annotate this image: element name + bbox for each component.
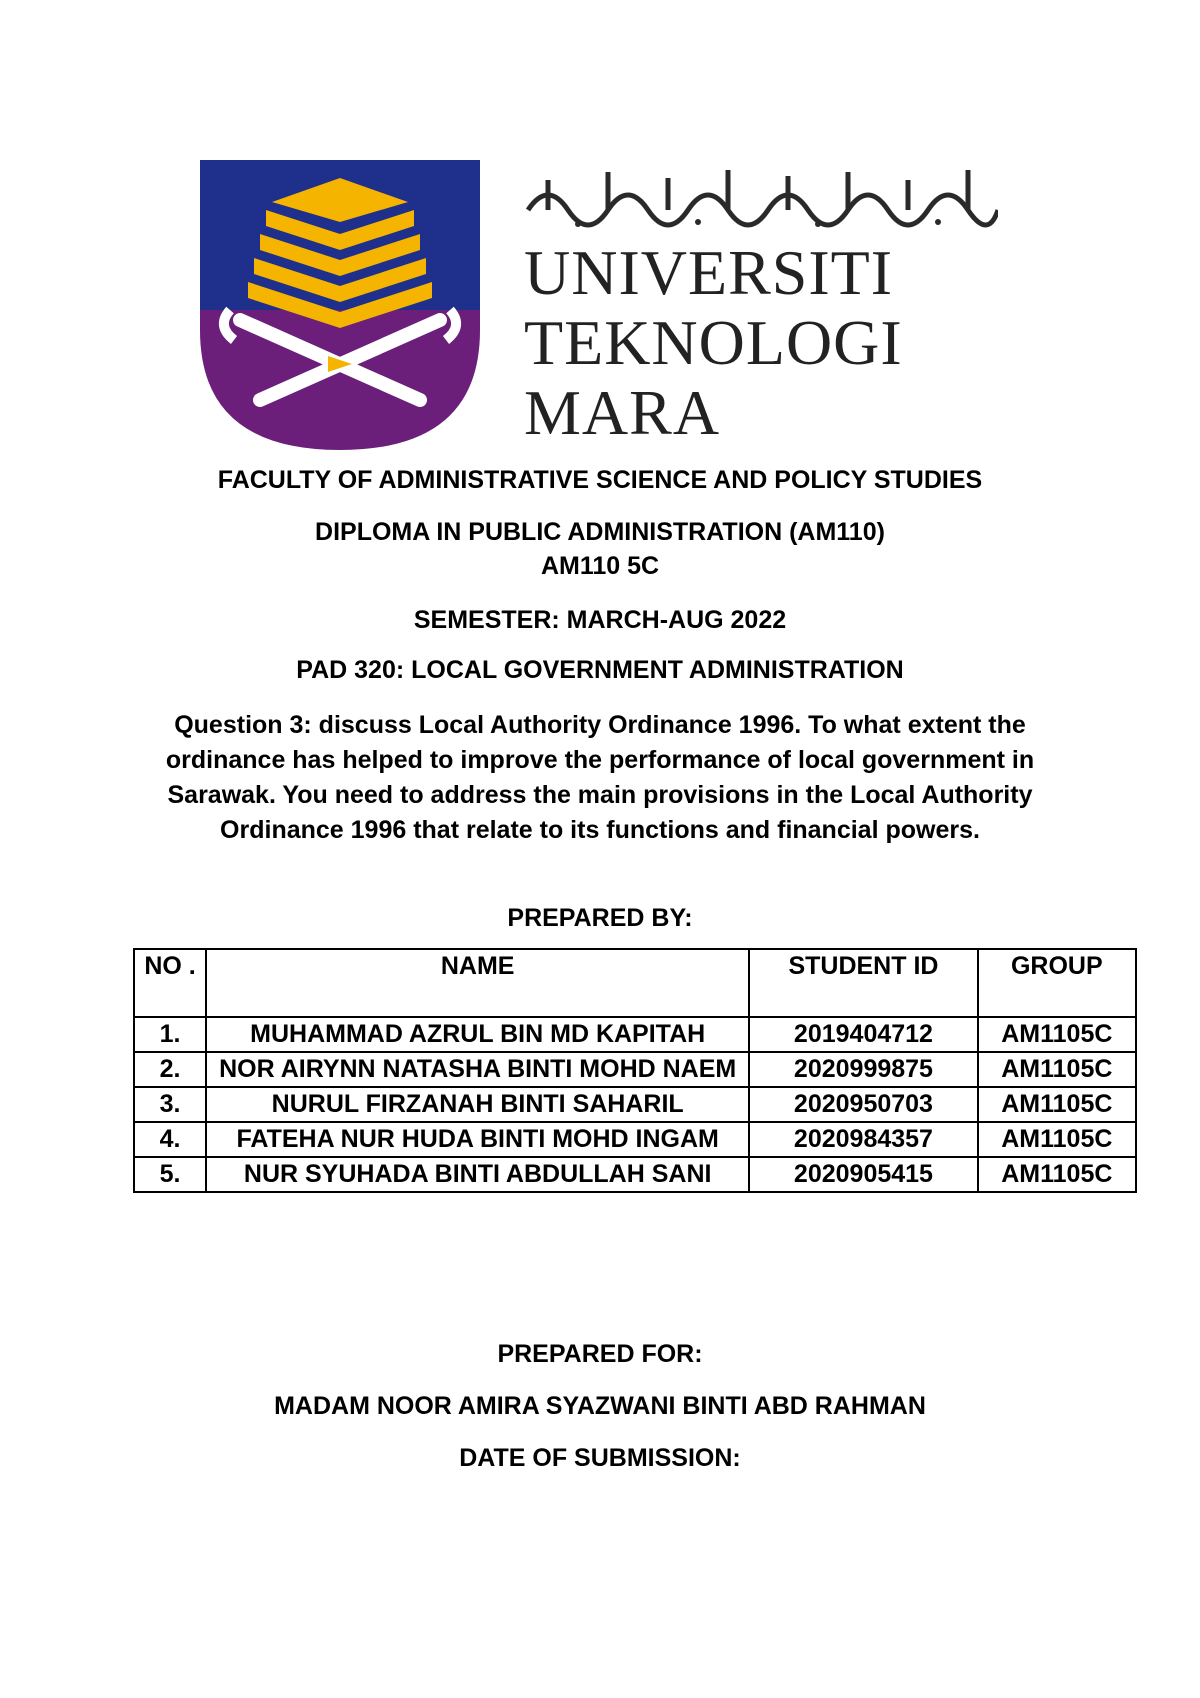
row-group: AM1105C (978, 1017, 1136, 1052)
row-no: 4. (134, 1122, 206, 1157)
row-student-id: 2020950703 (749, 1087, 977, 1122)
table-row (134, 1052, 1136, 1087)
header-name: NAME (206, 949, 749, 1017)
row-student-id: 2020905415 (749, 1157, 977, 1192)
header-no: NO . (134, 949, 206, 1017)
wordmark-line-1: UNIVERSITI (524, 237, 894, 308)
row-name: NOR AIRYNN NATASHA BINTI MOHD NAEM (206, 1052, 749, 1087)
row-no: 2. (134, 1052, 206, 1087)
members-table (133, 948, 1137, 1193)
table-row (134, 1087, 1136, 1122)
university-wordmark (518, 160, 1008, 450)
row-no: 3. (134, 1087, 206, 1122)
row-group: AM1105C (978, 1052, 1136, 1087)
faculty-title: FACULTY OF ADMINISTRATIVE SCIENCE AND POLICY STUDIES (217, 466, 983, 494)
table-row (134, 1157, 1136, 1192)
table-header-row (134, 949, 1136, 1017)
class-code: AM110 5C (540, 552, 660, 580)
university-logo (200, 160, 1010, 450)
table-row (134, 1122, 1136, 1157)
row-group: AM1105C (978, 1157, 1136, 1192)
prepared-by-label: PREPARED BY: (507, 904, 693, 932)
course-title: PAD 320: LOCAL GOVERNMENT ADMINISTRATION (296, 656, 904, 684)
row-name: MUHAMMAD AZRUL BIN MD KAPITAH (206, 1017, 749, 1052)
row-name: NURUL FIRZANAH BINTI SAHARIL (206, 1087, 749, 1122)
semester: SEMESTER: MARCH-AUG 2022 (413, 606, 787, 634)
row-student-id: 2020984357 (749, 1122, 977, 1157)
row-name: FATEHA NUR HUDA BINTI MOHD INGAM (206, 1122, 749, 1157)
row-no: 5. (134, 1157, 206, 1192)
row-group: AM1105C (978, 1087, 1136, 1122)
jawi-script-icon (518, 160, 998, 232)
header-group: GROUP (978, 949, 1136, 1017)
row-no: 1. (134, 1017, 206, 1052)
wordmark-line-3: MARA (524, 377, 721, 448)
prepared-for-label: PREPARED FOR: (497, 1340, 703, 1368)
row-student-id: 2019404712 (749, 1017, 977, 1052)
uitm-emblem-icon (200, 160, 480, 450)
table-row (134, 1017, 1136, 1052)
row-group: AM1105C (978, 1122, 1136, 1157)
row-student-id: 2020999875 (749, 1052, 977, 1087)
assignment-question: Question 3: discuss Local Authority Ordinance 1996. To what extent the ordinance has helped to improve the performance of local government in Sarawak. You need to address the main provisions in the Local Authority Ordinance 1996 that relate to its functions and financial powers. (165, 711, 1035, 844)
diploma-title: DIPLOMA IN PUBLIC ADMINISTRATION (AM110) (315, 518, 885, 546)
header-student-id: STUDENT ID (749, 949, 977, 1017)
row-name: NUR SYUHADA BINTI ABDULLAH SANI (206, 1157, 749, 1192)
wordmark-line-2: TEKNOLOGI (524, 307, 903, 378)
date-of-submission-label: DATE OF SUBMISSION: (459, 1444, 741, 1472)
lecturer-name: MADAM NOOR AMIRA SYAZWANI BINTI ABD RAHMAN (274, 1392, 926, 1420)
